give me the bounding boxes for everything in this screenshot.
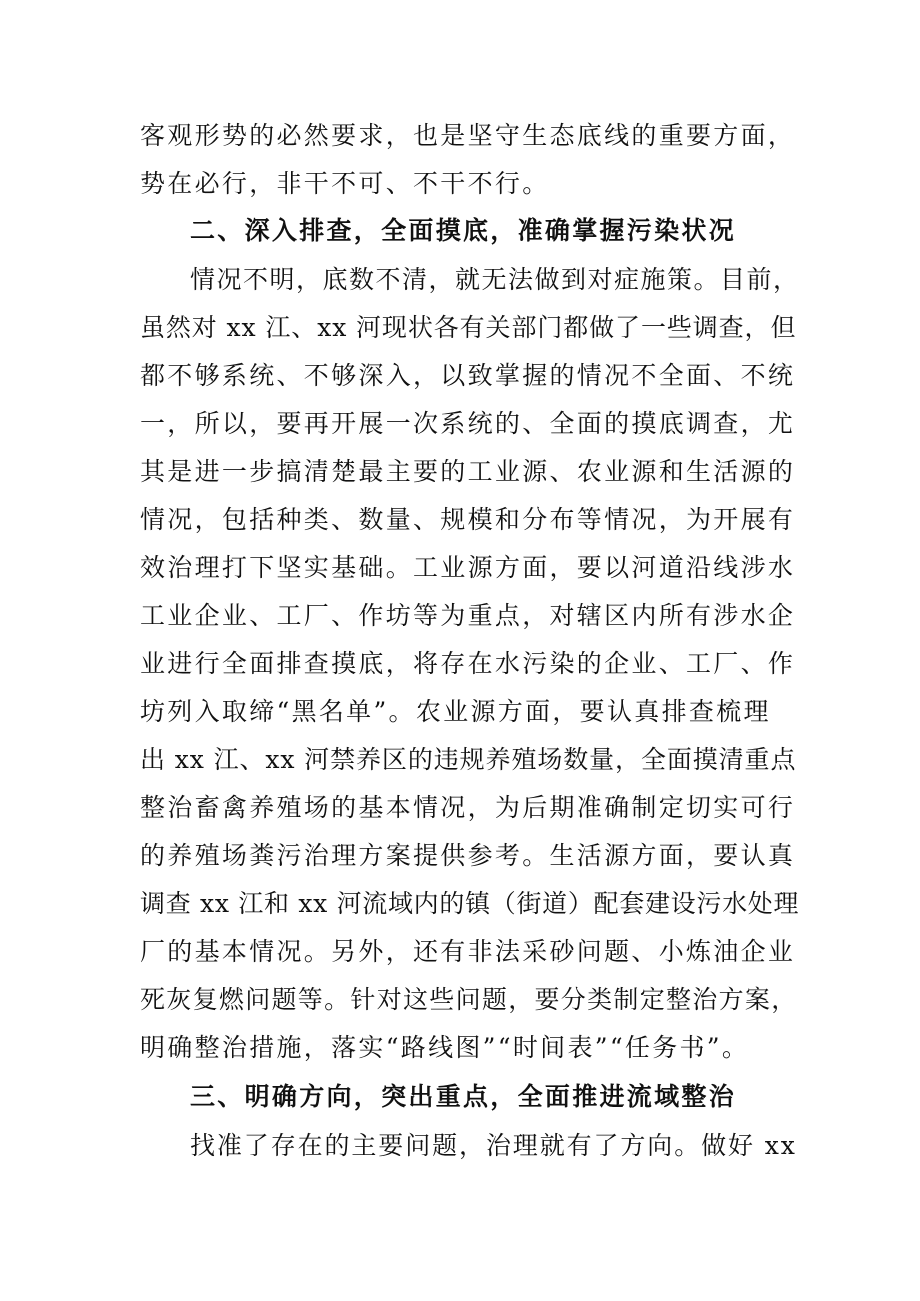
- body-text-line: 效治理打下坚实基础。工业源方面，要以河道沿线涉水: [140, 553, 796, 582]
- body-text-line: 客观形势的必然要求，也是坚守生态底线的重要方面，: [140, 121, 796, 150]
- body-text-line: 其是进一步搞清楚最主要的工业源、农业源和生活源的: [140, 457, 796, 486]
- body-text-line: 找准了存在的主要问题，治理就有了方向。做好 xx: [190, 1131, 797, 1160]
- body-text-line: 虽然对 xx 江、xx 河现状各有关部门都做了一些调查，但: [140, 313, 797, 342]
- body-text-line: 工业企业、工厂、作坊等为重点，对辖区内所有涉水企: [140, 601, 796, 630]
- section-heading-2: 二、深入排查，全面摸底，准确掌握污染状况: [190, 216, 737, 245]
- body-text-line: 出 xx 江、xx 河禁养区的违规养殖场数量，全面摸清重点: [140, 745, 797, 774]
- body-text-line: 情况，包括种类、数量、规模和分布等情况，为开展有: [140, 505, 796, 534]
- body-text-line: 的养殖场粪污治理方案提供参考。生活源方面，要认真: [140, 841, 796, 870]
- body-text-line: 整治畜禽养殖场的基本情况，为后期准确制定切实可行: [140, 793, 796, 822]
- body-text-line: 坊列入取缔“黑名单”。农业源方面，要认真排查梳理: [140, 697, 771, 726]
- body-text-line: 势在必行，非干不可、不干不行。: [140, 169, 550, 198]
- section-heading-3: 三、明确方向，突出重点，全面推进流域整治: [190, 1082, 737, 1111]
- body-text-line: 死灰复燃问题等。针对这些问题，要分类制定整治方案，: [140, 985, 798, 1014]
- body-text-line: 业进行全面排查摸底，将存在水污染的企业、工厂、作: [140, 649, 796, 678]
- body-text-line: 一，所以，要再开展一次系统的、全面的摸底调查，尤: [140, 409, 796, 438]
- body-text-line: 厂的基本情况。另外，还有非法采砂问题、小炼油企业: [140, 937, 796, 966]
- body-text-line: 调查 xx 江和 xx 河流域内的镇（街道）配套建设污水处理: [140, 889, 800, 918]
- body-text-line: 情况不明，底数不清，就无法做到对症施策。目前，: [190, 265, 800, 294]
- body-text-line: 明确整治措施，落实“路线图”“时间表”“任务书”。: [140, 1033, 750, 1062]
- body-text-line: 都不够系统、不够深入，以致掌握的情况不全面、不统: [140, 361, 796, 390]
